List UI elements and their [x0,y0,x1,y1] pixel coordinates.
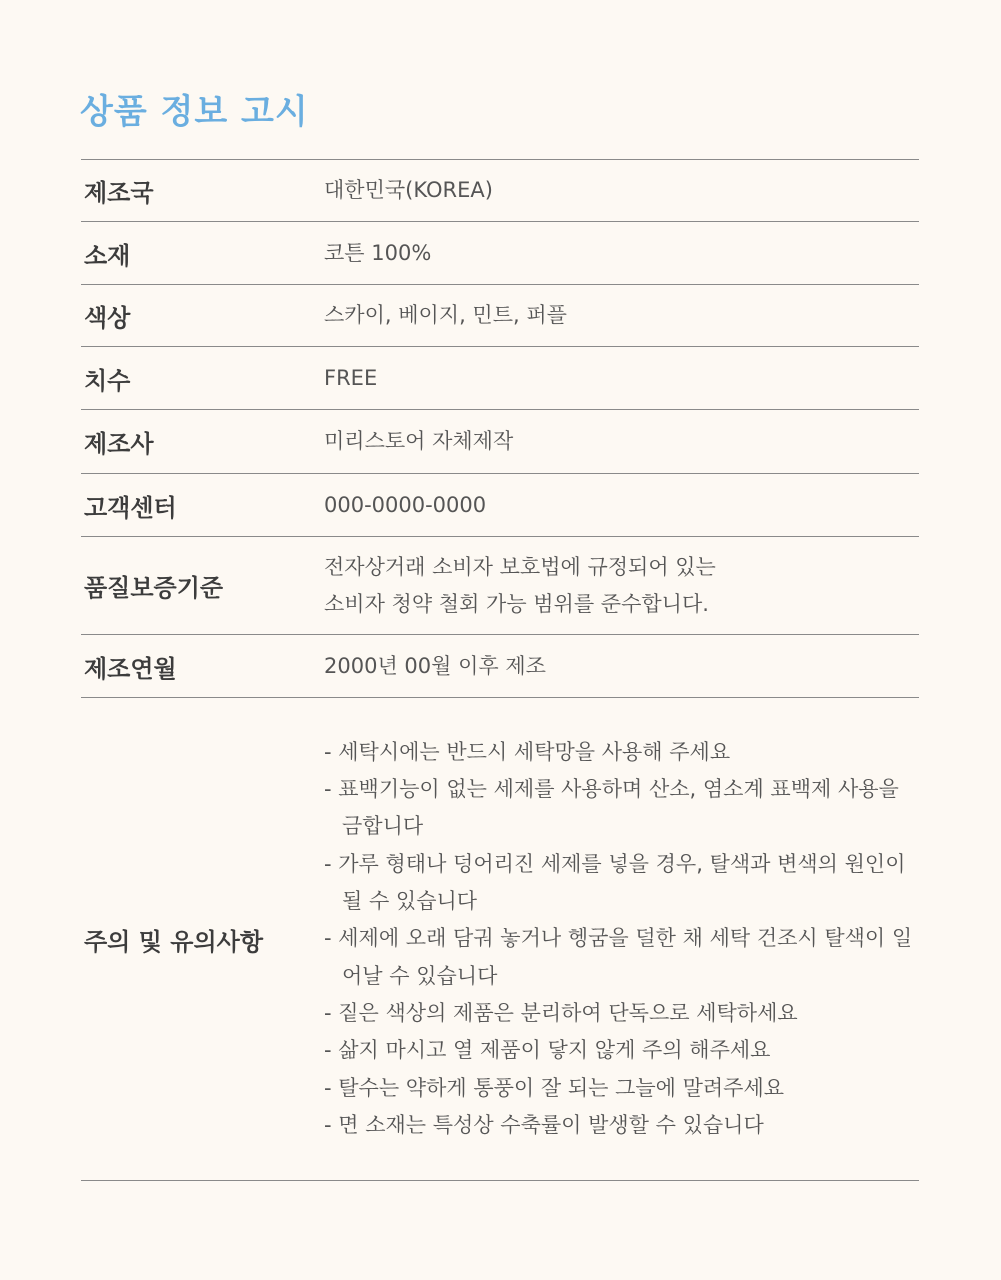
table-row-manufacture-date [81,635,919,698]
table-row-country [81,160,919,222]
caution-list [324,734,919,1144]
table-row-material [81,222,919,285]
row-value: 코튼 100% [324,240,432,265]
row-label: 색상 [84,304,131,332]
value-line: 소비자 청약 철회 가능 범위를 준수합니다. [324,591,709,616]
row-label: 치수 [84,366,131,395]
caution-value [324,734,919,1144]
list-item: - 세제에 오래 담궈 놓거나 헹굼을 덜한 채 세탁 건조시 탈색이 일어날 수 있습니다 [324,920,919,995]
table-row-size [81,347,919,410]
page-title: 상품 정보 고시 [80,92,309,132]
list-item: - 삶지 마시고 열 제품이 닿지 않게 주의 해주세요 [324,1032,919,1069]
row-value: 스카이, 베이지, 민트, 퍼플 [324,303,567,327]
row-label: 주의 및 유의사항 [84,927,263,956]
list-item: - 면 소재는 특성상 수축률이 발생할 수 있습니다 [324,1107,919,1144]
list-item: - 탈수는 약하게 통풍이 잘 되는 그늘에 말려주세요 [324,1070,919,1107]
list-item: - 표백기능이 없는 세제를 사용하며 산소, 염소계 표백제 사용을 금합니다 [324,771,919,846]
table-row-quality-standard [81,537,919,635]
product-info-table [81,159,919,1181]
row-value [324,549,919,623]
row-value: 000-0000-0000 [324,492,487,517]
row-label: 제조국 [84,179,154,207]
row-value: 미리스토어 자체제작 [324,429,514,453]
row-label: 제조사 [84,430,154,458]
table-row-color [81,285,919,347]
list-item: - 짙은 색상의 제품은 분리하여 단독으로 세탁하세요 [324,995,919,1032]
list-item: - 세탁시에는 반드시 세탁망을 사용해 주세요 [324,734,919,771]
row-value: 대한민국(KOREA) [324,178,493,202]
row-value: 2000년 00월 이후 제조 [324,653,546,678]
table-row-customer-center [81,474,919,537]
table-row-manufacturer [81,410,919,474]
row-label: 고객센터 [84,493,177,522]
row-label: 소재 [84,241,131,270]
row-value: FREE [324,365,378,390]
row-label: 제조연월 [84,654,177,683]
table-row-caution [81,698,919,1181]
value-line: 전자상거래 소비자 보호법에 규정되어 있는 [324,554,716,579]
row-label: 품질보증기준 [84,574,224,602]
list-item: - 가루 형태나 덩어리진 세제를 넣을 경우, 탈색과 변색의 원인이 될 수 있습니다 [324,846,919,921]
